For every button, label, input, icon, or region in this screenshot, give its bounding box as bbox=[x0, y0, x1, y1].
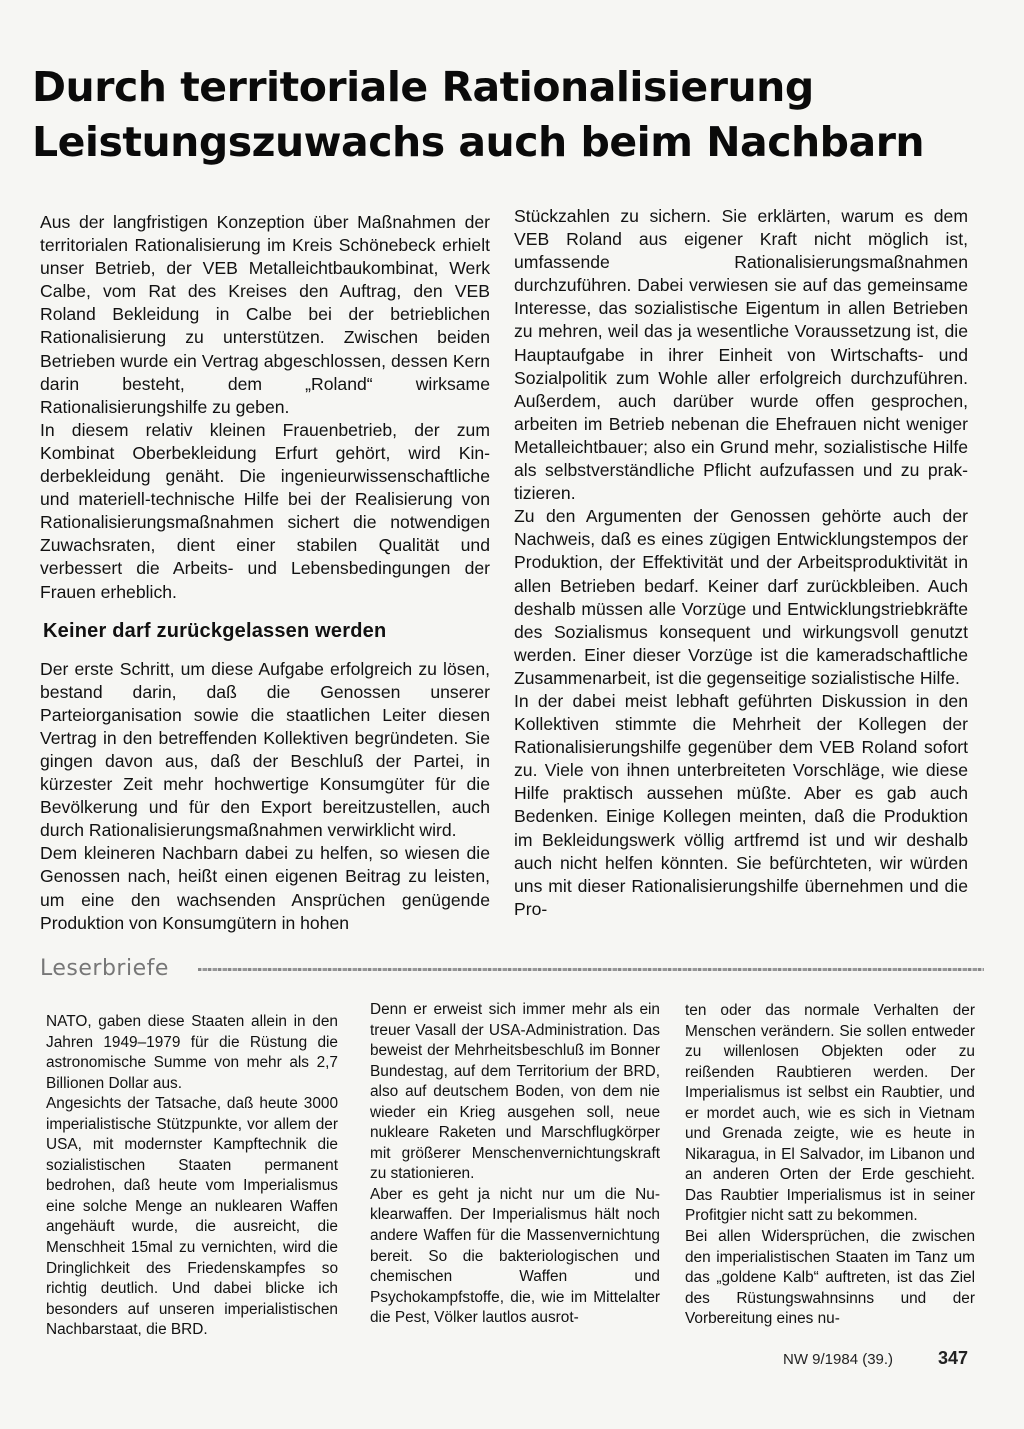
paragraph: Denn er erweist sich immer mehr als ein treuer Vasall der USA-Administration. Das beweist der Mehrheitsbeschluß im Bonner Bundestag, auf dem Territorium der BRD, also auf deutschem Boden, von dem nie wieder ein Krieg ausgehen soll, neue nukleare Raketen und Marschflugkörper mit größerer Menschenvernichtungskraft zu stationieren. bbox=[370, 1001, 660, 1183]
paragraph: In diesem relativ kleinen Frauenbetrieb, der zum Kombinat Oberbekleidung Erfurt gehört, wird Kinderbekleidung genäht. Die ingenieurwissenschaftliche und materiell-technische Hilfe bei der Realisierung von Rationalisierungsmaßnahmen sichert die notwendigen Zuwachsraten, dient einer stabilen Qualität und verbessert die Arbeits- und Lebensbedingungen der Frauen erheblich. bbox=[40, 419, 490, 602]
section-divider bbox=[198, 968, 984, 971]
paragraph: Stückzahlen zu sichern. Sie erklärten, warum es dem VEB Roland aus eigener Kraft nicht möglich ist, umfassende Rationalisierungsmaßnahmen durchzuführen. Dabei verwiesen sie auf das gemeinsame Interesse, das sozialistische Eigentum in allen Betrieben zu mehren, weil das ja wesentliche Voraussetzung ist, die Hauptaufgabe in ihrer Einheit von Wirtschafts- und Sozialpolitik zum Wohle aller erfolgreich durchzuführen. Außerdem, auch darüber wurde offen gesprochen, arbeiten im Betrieb nebenan die Ehefrauen nicht weniger Metalleichtbauer; also ein Grund mehr, sozialistische Hilfe als selbstverständliche Pflicht aufzufassen und zu praktizieren. bbox=[514, 206, 968, 504]
paragraph: NATO, gaben diese Staaten allein in den Jahren 1949–1979 für die Rüstung die astronomische Summe von mehr als 2,7 Billionen Dollar aus. bbox=[46, 1013, 338, 1092]
letters-column-1 bbox=[46, 1012, 338, 1341]
paragraph: Angesichts der Tatsache, daß heute 3000 imperialistische Stützpunkte, vor allem der USA, mit modernster Kampftechnik die sozialistischen Staaten permanent bedrohen, daß heute vom Imperialismus eine solche Menge an nuklearen Waffen angehäuft wurde, die ausreicht, die Menschheit 15mal zu vernichten, wird die Dringlichkeit des Friedenskampfes so richtig deutlich. Und dabei blicke ich besonders auf unseren imperialistischen Nachbarstaat, die BRD. bbox=[46, 1095, 338, 1339]
article-subheading: Keiner darf zurückgelassen werden bbox=[43, 619, 387, 642]
letters-column-2 bbox=[370, 1000, 660, 1329]
section-label-letters: Leserbriefe bbox=[40, 956, 169, 981]
paragraph: Zu den Argumenten der Genossen gehörte auch der Nachweis, daß es eines zügigen Entwicklungstempos der Produktion, der Effektivität und der Arbeitsproduktivität in allen Betrieben bedarf. Keiner darf zurückbleiben. Auch deshalb müssen alle Vorzüge und Entwicklungstriebkräfte des Sozialismus konsequent und wirkungsvoll genutzt werden. Einer dieser Vorzüge ist die kameradschaftliche Zusammenarbeit, ist die gegenseitige sozialistische Hilfe. bbox=[514, 506, 968, 688]
headline-line-2: Leistungszuwachs auch beim Nachbarn bbox=[32, 118, 925, 166]
headline-line-1: Durch territoriale Rationalisierung bbox=[32, 63, 814, 111]
article-headline bbox=[32, 60, 932, 170]
footer-issue: NW 9/1984 (39.) bbox=[783, 1351, 894, 1368]
article-column-left bbox=[40, 211, 490, 935]
page-number: 347 bbox=[938, 1348, 969, 1368]
paragraph: Der erste Schritt, um diese Aufgabe erfolgreich zu lösen, bestand darin, daß die Genossen unserer Parteiorganisation sowie die staatlichen Leiter diesen Vertrag in den betreffenden Kollektiven begründeten. Sie gingen davon aus, daß der Beschluß der Partei, in kürzester Zeit mehr hochwertige Konsumgüter für die Bevölkerung und für den Export bereitzustellen, auch durch Rationalisierungsmaßnahmen verwirklicht wird. bbox=[40, 658, 490, 841]
paragraph: Bei allen Widersprüchen, die zwischen den imperialistischen Staaten im Tanz um das „goldene Kalb“ auftreten, ist das Ziel des Rüstungswahnsinns und der Vorbereitung eines nu- bbox=[685, 1228, 975, 1328]
paragraph: In der dabei meist lebhaft geführten Diskussion in den Kollektiven stimmte die Mehrheit der Kollegen der Rationalisierungshilfe gegenüber dem VEB Roland sofort zu. Viele von ihnen unterbreiteten Vorschläge, wie diese Hilfe praktisch aussehen müßte. Aber es gab auch Bedenken. Einige Kollegen meinten, daß die Produktion im Bekleidungswerk völlig artfremd ist und wir deshalb auch nicht helfen könnten. Sie befürchteten, wir würden uns mit dieser Rationalisierungshilfe übernehmen und die Pro- bbox=[514, 690, 968, 919]
letters-column-3 bbox=[685, 1001, 975, 1330]
paragraph: Aber es geht ja nicht nur um die Nuklearwaffen. Der Imperialismus hält noch andere Waffen für die Massenvernichtung bereit. So die bakteriologischen und chemischen Waffen und Psychokampfstoffe, die, wie im Mittelalter die Pest, Völker lautlos ausrot- bbox=[370, 1185, 660, 1327]
paragraph: Dem kleineren Nachbarn dabei zu helfen, so wiesen die Genossen nach, heißt einen eigenen Beitrag zu leisten, um eine den wachsenden Ansprüchen genügende Produktion von Konsumgütern in hohen bbox=[40, 843, 490, 933]
paragraph: ten oder das normale Verhalten der Menschen verändern. Sie sollen entweder zu willenlosen Objekten oder zu reißenden Raubtieren werden. Der Imperialismus ist selbst ein Raubtier, und er mordet auch, wie es sich in Vietnam und Grenada zeigte, wie es heute in Nikaragua, in El Salvador, im Libanon und an anderen Orten der Erde geschieht. Das Raubtier Imperialismus ist in seiner Profitgier nicht satt zu bekommen. bbox=[685, 1002, 975, 1225]
article-column-right bbox=[514, 205, 968, 921]
paragraph: Aus der langfristigen Konzeption über Maßnahmen der territorialen Rationalisierung im Kreis Schönebeck erhielt unser Betrieb, der VEB Metalleichtbaukombinat, Werk Calbe, vom Rat des Kreises den Auftrag, den VEB Roland Bekleidung in Calbe bei der betrieblichen Rationalisierung zu unterstützen. Zwischen beiden Betrieben wurde ein Vertrag abgeschlossen, dessen Kern darin besteht, dem „Roland“ wirksame Rationalisierungshilfe zu geben. bbox=[40, 212, 490, 417]
